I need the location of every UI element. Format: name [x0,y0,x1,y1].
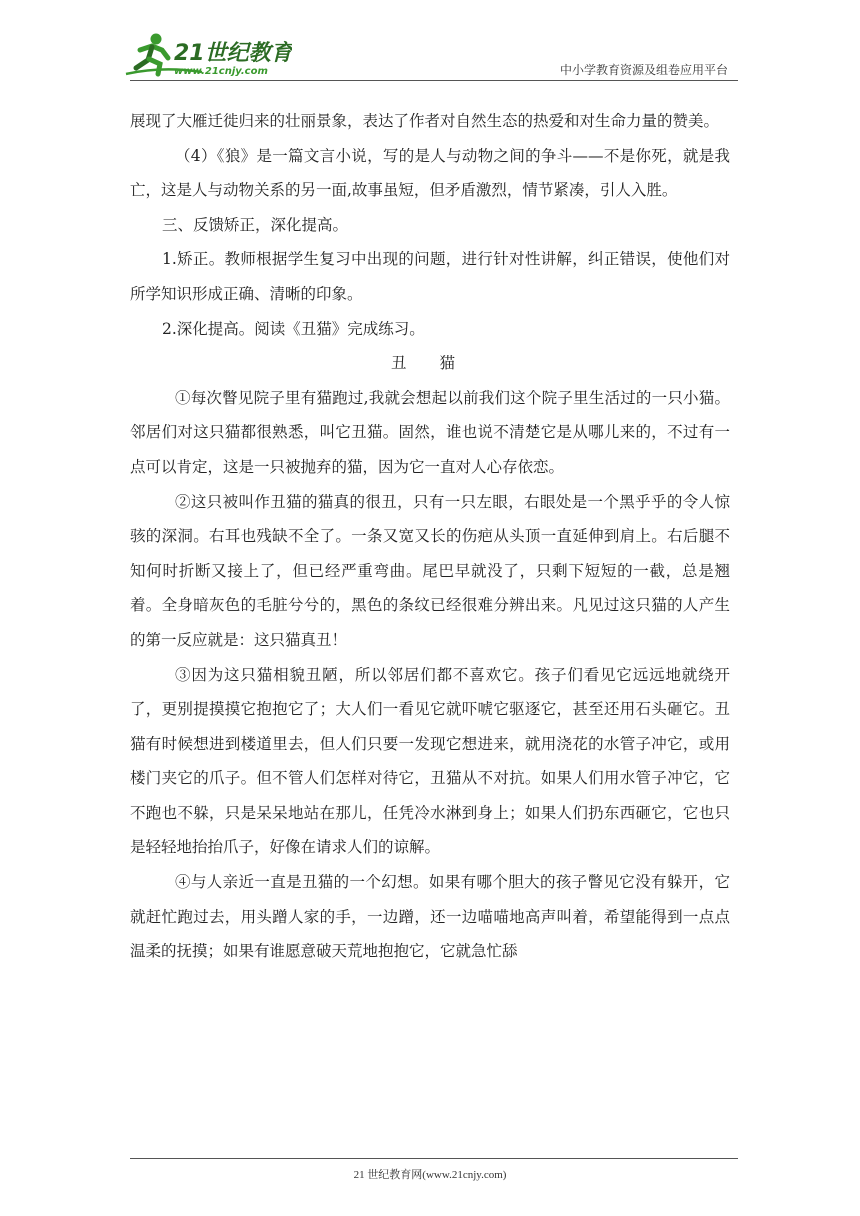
section-heading-3: 三、反馈矫正，深化提高。 [162,215,349,234]
reading-paragraph-1: ①每次瞥见院子里有猫跑过,我就会想起以前我们这个院子里生活过的一只小猫。邻居们对这只猫都很熟悉，叫它丑猫。固然，谁也说不清楚它是从哪儿来的，不过有一点可以肯定，这是一只被抛弃的猫，因为它一直对人心存依恋。 [130,388,730,476]
page-header [122,28,738,80]
paragraph-correction: 1.矫正。教师根据学生复习中出现的问题，进行针对性讲解，纠正错误，使他们对所学知识形成正确、清晰的印象。 [130,250,730,303]
document-body [130,104,730,969]
reading-paragraph-2: ②这只被叫作丑猫的猫真的很丑，只有一只左眼，右眼处是一个黑乎乎的令人惊骇的深洞。右耳也残缺不全了。一条又宽又长的伤疤从头顶一直延伸到肩上。右后腿不知何时折断又接上了，但已经严重弯曲。尾巴早就没了，只剩下短短的一截，总是翘着。全身暗灰色的毛脏兮兮的，黑色的条纹已经很难分辨出来。凡见过这只猫的人产生的第一反应就是：这只猫真丑！ [130,492,730,649]
runner-logo-icon [122,28,292,80]
logo-url: www.21cnjy.com [174,66,268,77]
paragraph-continuation: 展现了大雁迁徙归来的壮丽景象，表达了作者对自然生态的热爱和对生命力量的赞美。 [130,112,720,130]
reading-paragraph-3: ③因为这只猫相貌丑陋，所以邻居们都不喜欢它。孩子们看见它远远地就绕开了，更别提摸摸它抱抱它了；大人们一看见它就吓唬它驱逐它，甚至还用石头砸它。丑猫有时候想进到楼道里去，但人们只要一发现它想进来，就用浇花的水管子冲它，或用楼门夹它的爪子。但不管人们怎样对待它，丑猫从不对抗。如果人们用水管子冲它，它不跑也不躲，只是呆呆地站在那儿，任凭冷水淋到身上；如果人们扔东西砸它，它也只是轻轻地抬抬爪子，好像在请求人们的谅解。 [130,665,730,857]
paragraph-wolf: （4）《狼》是一篇文言小说，写的是人与动物之间的争斗——不是你死，就是我亡，这是人与动物关系的另一面,故事虽短，但矛盾激烈，情节紧凑，引人入胜。 [130,146,730,200]
logo-text: 21世纪教育 [174,41,292,66]
footer-divider [130,1158,738,1159]
header-tagline: 中小学教育资源及组卷应用平台 [559,63,728,77]
site-logo[interactable] [122,28,292,80]
page-footer[interactable]: 21 世纪教育网(www.21cnjy.com) [353,1169,507,1181]
paragraph-deepen: 2.深化提高。阅读《丑猫》完成练习。 [162,319,425,338]
header-divider [130,80,738,81]
reading-title: 丑 猫 [391,354,469,373]
reading-paragraph-4: ④与人亲近一直是丑猫的一个幻想。如果有哪个胆大的孩子瞥见它没有躲开，它就赶忙跑过去，用头蹭人家的手，一边蹭，还一边喵喵地高声叫着，希望能得到一点点温柔的抚摸；如果有谁愿意破天荒地抱抱它，它就急忙舔 [130,873,730,961]
